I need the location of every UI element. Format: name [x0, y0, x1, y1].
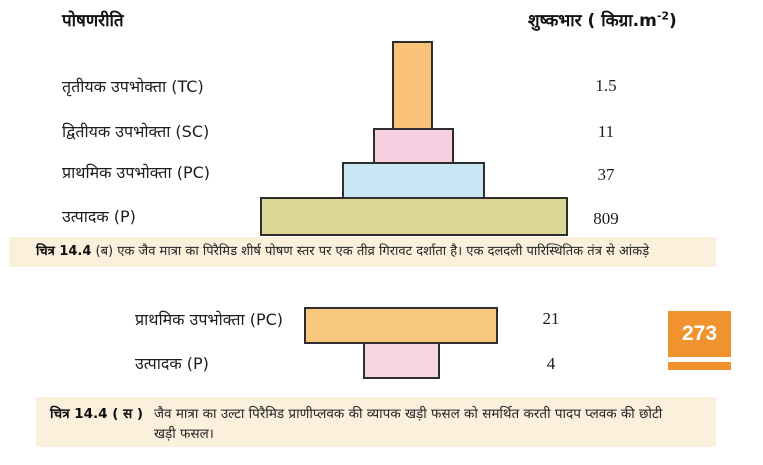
figure-c-caption-line1: जैव मात्रा का उल्टा पिरैमिड प्राणीप्लवक की व्यापक खड़ी फसल को समर्थित करती पादप प्लवक की छोटी: [154, 406, 663, 422]
figure-b-caption-text: (ब) एक जैव मात्रा का पिरैमिड शीर्ष पोषण स्तर पर एक तीव्र गिरावट दर्शाता है। एक दलदली पारिस्थितिक तंत्र से आंकड़े: [95, 244, 650, 259]
figure-c-caption: [36, 397, 716, 447]
row-label-secondary-consumer: द्वितीयक उपभोक्ता (SC): [62, 122, 210, 141]
dry-weight-label-close: ): [669, 11, 677, 31]
value-primary-consumer-inverted: 21: [542, 309, 560, 328]
figure-b-caption-number: चित्र 14.4: [36, 244, 92, 259]
pyramid-bar-tertiary-consumer: [392, 41, 433, 130]
row-label-producer-inverted: उत्पादक (P): [135, 354, 209, 373]
figure-b-caption: [9, 237, 716, 267]
dry-weight-exponent: -2: [656, 9, 670, 23]
value-producer: 809: [593, 209, 619, 228]
column-header-trophic-mode: पोषणरीति: [62, 11, 124, 31]
value-tertiary-consumer: 1.5: [595, 76, 617, 95]
row-label-producer: उत्पादक (P): [62, 207, 136, 226]
row-label-tertiary-consumer: तृतीयक उपभोक्ता (TC): [62, 77, 204, 96]
value-secondary-consumer: 11: [597, 122, 615, 141]
inverted-pyramid-bar-producer: [363, 342, 440, 379]
dry-weight-label-text: शुष्कभार ( किग्रा.m: [528, 11, 657, 31]
figure-c-caption-text: [154, 404, 662, 447]
column-header-dry-weight: [528, 8, 677, 31]
value-primary-consumer: 37: [597, 165, 615, 184]
row-label-primary-consumer-inverted: प्राथमिक उपभोक्ता (PC): [135, 310, 284, 329]
page-number-badge-underline: [668, 362, 731, 370]
pyramid-bar-secondary-consumer: [373, 128, 454, 164]
value-producer-inverted: 4: [546, 354, 556, 373]
pyramid-bar-primary-consumer: [342, 162, 485, 199]
figure-c-caption-number: चित्र 14.4 ( स ): [50, 406, 144, 422]
inverted-pyramid-bar-primary-consumer: [304, 307, 498, 344]
row-label-primary-consumer: प्राथमिक उपभोक्ता (PC): [62, 163, 211, 182]
page-number-badge: [668, 311, 731, 357]
page-number: 273: [681, 322, 718, 345]
pyramid-bar-producer: [260, 197, 568, 236]
figure-c-caption-line2: खड़ी फसल।: [154, 426, 214, 442]
